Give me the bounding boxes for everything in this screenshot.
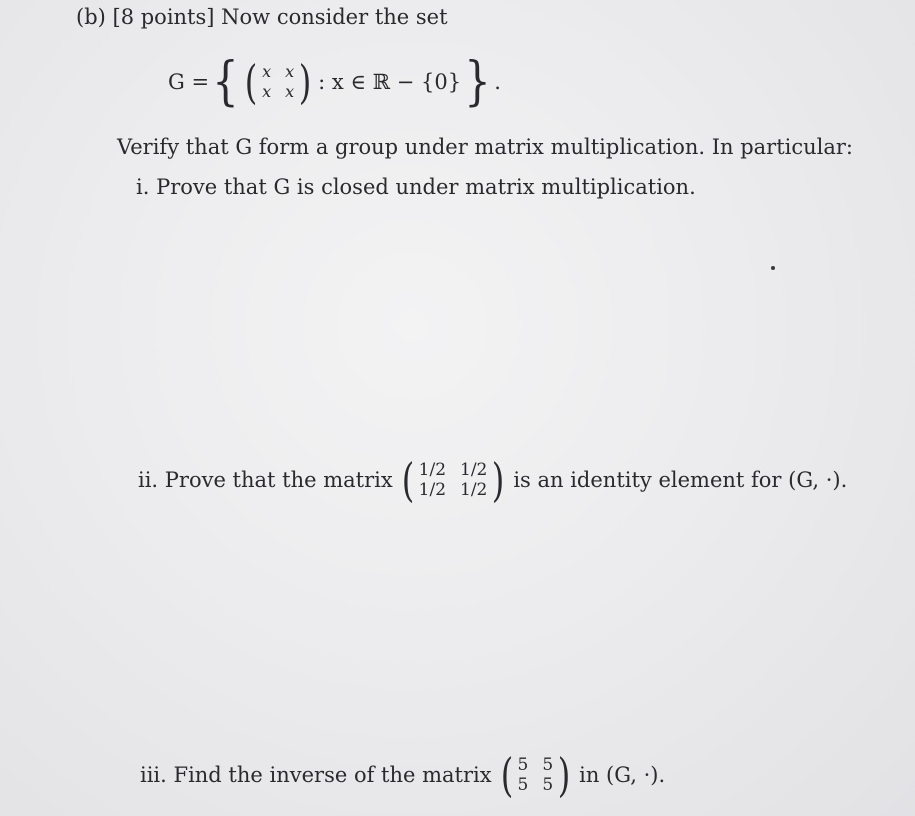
part-ii-text: ii. Prove that the matrix <box>138 467 393 492</box>
verify-statement: Verify that G form a group under matrix multiplication. In particular: <box>117 135 853 159</box>
set-definition <box>168 52 501 112</box>
right-brace: } <box>464 52 491 112</box>
matrix-entry: x <box>285 82 295 101</box>
set-lhs: G = <box>168 69 210 94</box>
matrix-entry: 5 <box>517 755 529 775</box>
matrix-entry: x <box>262 62 272 81</box>
part-ii-text-after: is an identity element for (G, ·). <box>513 467 848 492</box>
matrix-entry: 5 <box>517 775 529 795</box>
matrix-entry: 5 <box>542 755 554 775</box>
left-brace: { <box>212 52 239 112</box>
left-paren: ( <box>500 748 513 802</box>
matrix-entry: 1/2 <box>418 460 447 480</box>
matrix-entry: 1/2 <box>460 480 488 500</box>
matrix-entry: 1/2 <box>460 460 488 480</box>
set-matrix <box>242 55 314 109</box>
identity-matrix <box>399 453 508 507</box>
part-iii-text: iii. Find the inverse of the matrix <box>140 762 492 787</box>
matrix-grid <box>260 62 296 102</box>
matrix-grid <box>516 755 556 795</box>
part-ii <box>138 450 847 510</box>
inverse-target-matrix <box>498 748 574 802</box>
right-paren: ) <box>557 748 571 802</box>
matrix-grid <box>417 460 490 500</box>
left-paren: ( <box>244 55 258 109</box>
part-i: i. Prove that G is closed under matrix multiplication. <box>136 175 696 199</box>
right-paren: ) <box>492 453 505 507</box>
part-iii-text-after: in (G, ·). <box>579 762 666 787</box>
set-end-period: . <box>494 69 501 94</box>
matrix-entry: x <box>285 62 295 81</box>
matrix-entry: 1/2 <box>418 480 447 500</box>
matrix-entry: 5 <box>542 775 554 795</box>
set-condition: : x ∈ ℝ − {0} <box>318 69 462 94</box>
right-paren: ) <box>298 55 312 109</box>
matrix-entry: x <box>262 82 272 101</box>
stray-dot <box>771 266 775 270</box>
problem-header: (b) [8 points] Now consider the set <box>76 5 448 29</box>
left-paren: ( <box>401 453 414 507</box>
part-iii <box>140 745 665 805</box>
